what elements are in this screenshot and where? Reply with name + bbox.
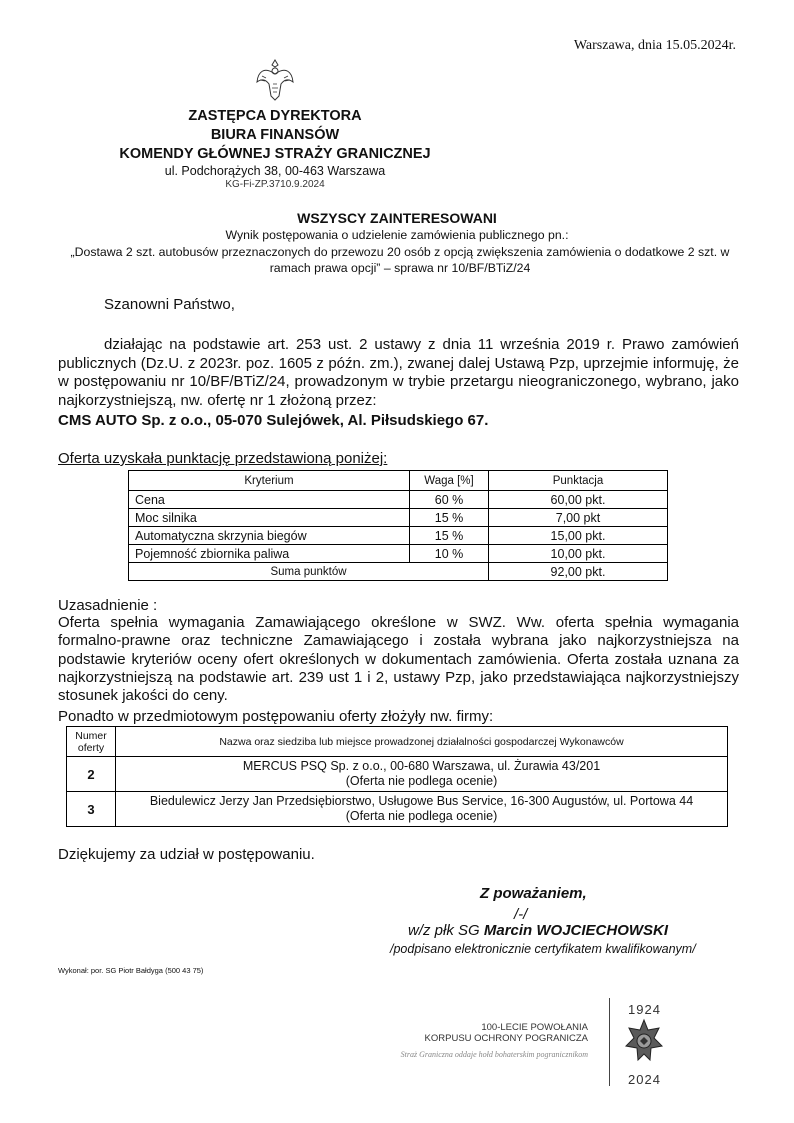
main-paragraph-text: działając na podstawie art. 253 ust. 2 ustawy z dnia 11 września 2019 r. Prawo zamówień publicznych (Dz.U. z 2023r. poz. 1605 z późn. zm.), zwanej dalej Ustawą Pzp, uprzejmie informuję, że w postępowaniu nr 10/BF/BTiZ/24, prowadzonym w trybie przetargu nieograniczonego, wybrano, jako najkorzystniejszą, nw. ofertę nr 1 złożoną przez:	[58, 336, 739, 409]
year-start: 1924	[628, 1002, 661, 1017]
offer-note: (Oferta nie podlega ocenie)	[345, 774, 498, 788]
winning-offer: CMS AUTO Sp. z o.o., 05-070 Sulejówek, Al. Piłsudskiego 67.	[58, 412, 489, 429]
header-weight: Waga [%]	[410, 471, 489, 491]
recipient: WSZYSCY ZAINTERESOWANI	[297, 210, 497, 226]
other-offers-intro: Ponadto w przedmiotowym postępowaniu oferty złożyły nw. firmy:	[58, 708, 494, 725]
table-row	[129, 509, 668, 527]
contractor-name: MERCUS PSQ Sp. z o.o., 00-680 Warszawa, ul. Żurawia 43/201	[242, 759, 601, 773]
weight: 60 %	[410, 491, 489, 509]
criterion: Moc silnika	[129, 509, 410, 527]
offer-contractor	[116, 792, 728, 827]
greeting: Szanowni Państwo,	[104, 296, 235, 313]
criterion: Pojemność zbiornika paliwa	[129, 545, 410, 563]
sender-header	[0, 107, 550, 164]
justification-heading: Uzasadnienie :	[58, 597, 158, 614]
criterion: Automatyczna skrzynia biegów	[129, 527, 410, 545]
sum-label: Suma punktów	[129, 563, 489, 581]
jubilee-slogan: Straż Graniczna oddaje hołd bohaterskim pogranicznikom	[400, 1050, 588, 1059]
weight: 15 %	[410, 509, 489, 527]
weight: 10 %	[410, 545, 489, 563]
signature-mark: /-/	[514, 906, 528, 923]
executed-by: Wykonał: por. SG Piotr Bałdyga (500 43 75)	[58, 966, 204, 975]
contractor-name: Biedulewicz Jerzy Jan Przedsiębiorstwo, Usługowe Bus Service, 16-300 Augustów, ul. Portowa 44	[149, 794, 694, 808]
offer-number: 2	[67, 757, 116, 792]
signer	[408, 922, 668, 939]
closing-regards: Z poważaniem,	[480, 885, 587, 902]
signer-rank: w/z płk SG	[408, 922, 484, 939]
sum-value: 92,00 pkt.	[489, 563, 668, 581]
offer-note: (Oferta nie podlega ocenie)	[345, 809, 498, 823]
weight: 15 %	[410, 527, 489, 545]
electronic-signature-note: /podpisano elektronicznie certyfikatem kwalifikowanym/	[390, 942, 696, 956]
table-row	[67, 792, 728, 827]
jubilee-line-1: 100-LECIE POWOŁANIA	[481, 1022, 588, 1033]
points: 60,00 pkt.	[489, 491, 668, 509]
sender-line-3: KOMENDY GŁÓWNEJ STRAŻY GRANICZNEJ	[119, 146, 431, 162]
sender-line-2: BIURA FINANSÓW	[210, 127, 340, 143]
header-offer-number: Numer oferty	[67, 727, 116, 757]
score-intro: Oferta uzyskała punktację przedstawioną poniżej:	[58, 450, 388, 467]
jubilee-line-2: KORPUSU OCHRONY POGRANICZA	[424, 1033, 588, 1044]
offer-contractor	[116, 757, 728, 792]
jubilee-text	[378, 1022, 588, 1044]
table-row	[67, 757, 728, 792]
points: 10,00 pkt.	[489, 545, 668, 563]
table-row	[129, 545, 668, 563]
case-reference: KG-Fi-ZP.3710.9.2024	[225, 179, 325, 190]
sum-row	[129, 563, 668, 581]
offer-number: 3	[67, 792, 116, 827]
year-end: 2024	[628, 1072, 661, 1087]
header-contractor: Nazwa oraz siedziba lub miejsce prowadzonej działalności gospodarczej Wykonawców	[116, 727, 728, 757]
score-table-header	[129, 471, 668, 491]
criterion: Cena	[129, 491, 410, 509]
points: 15,00 pkt.	[489, 527, 668, 545]
header-points: Punktacja	[489, 471, 668, 491]
divider	[609, 998, 610, 1086]
table-row	[129, 527, 668, 545]
subject-line-1: Wynik postępowania o udzielenie zamówienia publicznego pn.:	[225, 228, 569, 242]
sender-line-1: ZASTĘPCA DYREKTORA	[188, 108, 362, 124]
table-row	[129, 491, 668, 509]
points: 7,00 pkt	[489, 509, 668, 527]
subject-line-2: „Dostawa 2 szt. autobusów przeznaczonych do przewozu 20 osób z opcją zwiększenia zamówienia o dodatkowe 2 szt. w ramach prawa opcji” – sprawa nr 10/BF/BTiZ/24	[70, 245, 730, 275]
thanks-line: Dziękujemy za udział w postępowaniu.	[58, 846, 315, 863]
sender-address: ul. Podchorążych 38, 00-463 Warszawa	[164, 164, 386, 178]
kop-badge-icon	[624, 1018, 664, 1068]
offers-table	[66, 726, 728, 827]
score-table	[128, 470, 668, 581]
header-criterion: Kryterium	[129, 471, 410, 491]
document-date: Warszawa, dnia 15.05.2024r.	[573, 38, 736, 53]
main-paragraph	[58, 336, 739, 410]
offers-table-header	[67, 727, 728, 757]
signer-name: Marcin WOJCIECHOWSKI	[483, 922, 669, 939]
justification-text: Oferta spełnia wymagania Zamawiającego określone w SWZ. Ww. oferta spełnia wymagania formalno-prawne oraz techniczne Zamawiającego i została wybrana jako najkorzystniejsza na podstawie kryteriów oceny ofert określonych w dokumentach zamówienia. Oferta została uznana za najkorzystniejszą na podstawie art. 239 ust 1 i 2, ustawy Pzp, jako przedstawiająca najkorzystniejszy stosunek jakości do ceny.	[58, 614, 739, 705]
eagle-emblem-icon	[254, 56, 296, 102]
